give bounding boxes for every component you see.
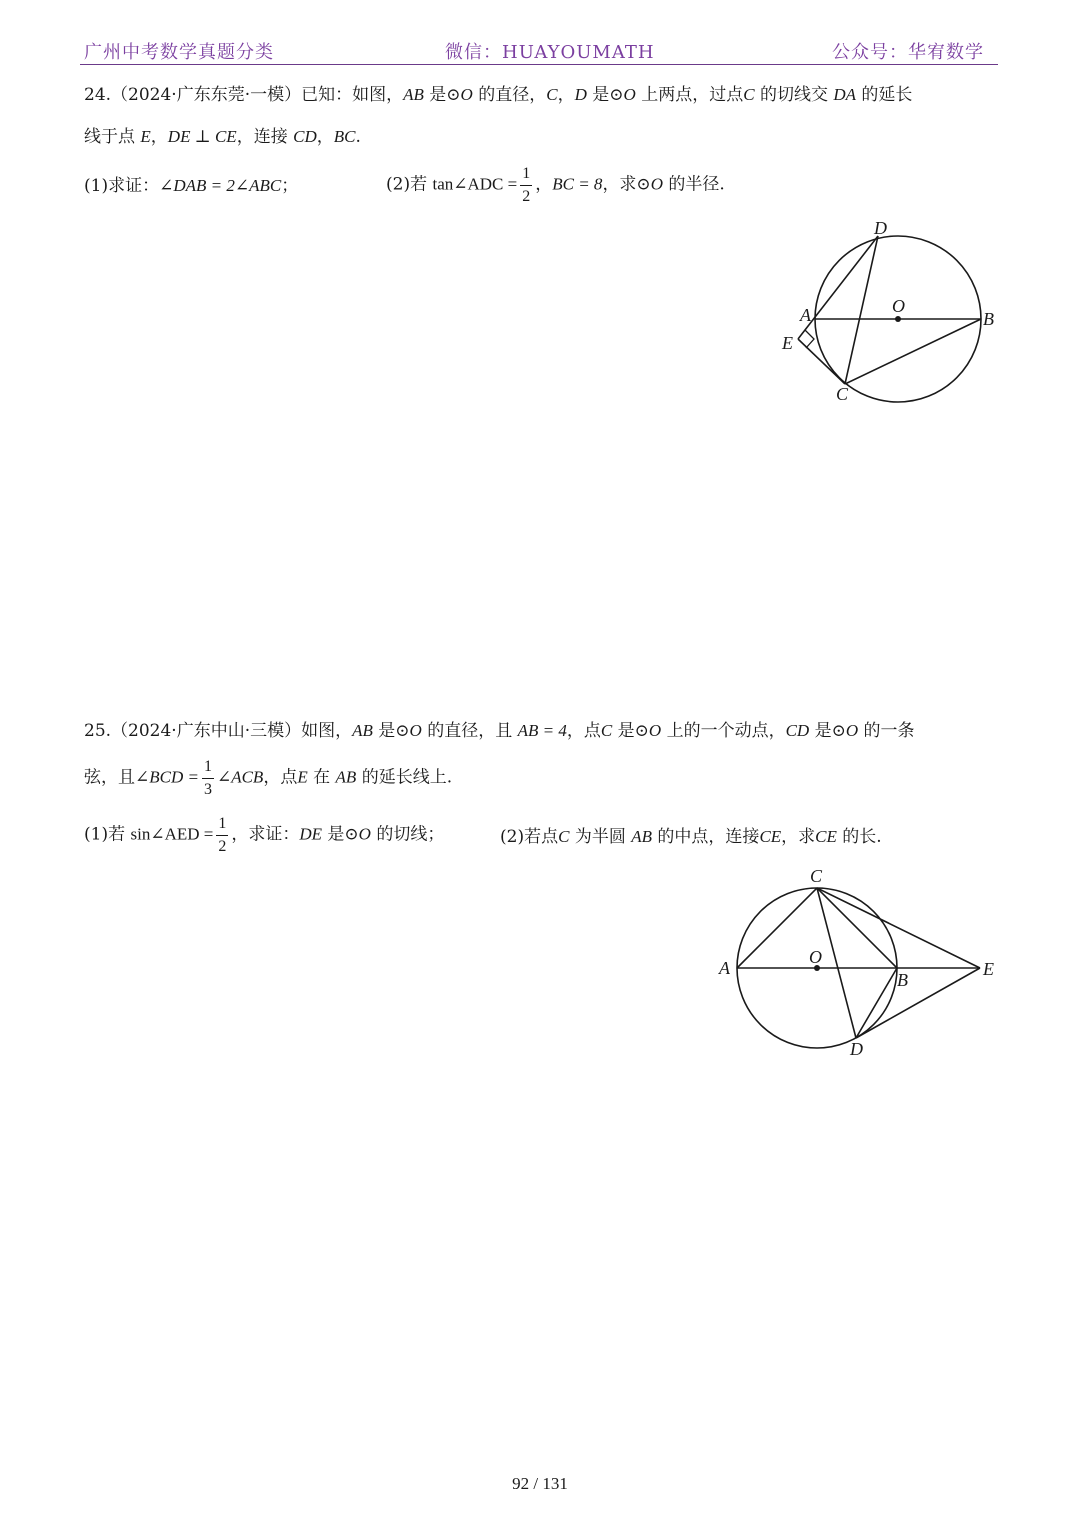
q25-figure: [710, 862, 1010, 1062]
q24-right-angle-mark: [805, 330, 814, 348]
q24-label-o: O: [892, 296, 905, 316]
q25-segment-de: [856, 968, 980, 1038]
header-rule: [80, 64, 998, 65]
fraction-one-third: $\frac{1}{3}$: [203, 758, 212, 798]
q24-label-e: E: [782, 333, 793, 353]
q25-label-a: A: [719, 958, 730, 978]
q25-part1: (1)若 sin∠AED = $\frac{1}{2}$ ，求证：DE 是⊙O 的切线；: [84, 815, 445, 855]
q24-part2: (2)若 tan∠ADC = $\frac{1}{2}$ ，BC = 8，求⊙O 的半径.: [386, 165, 725, 205]
q24-label-a: A: [800, 305, 811, 325]
page-number: 92 / 131: [512, 1474, 568, 1493]
q25-label-d: D: [850, 1039, 863, 1059]
q24-label-d: D: [874, 218, 887, 238]
q24-segment-ec: [798, 339, 845, 384]
q25-label-o: O: [809, 947, 822, 967]
q25-line2: 弦，且∠BCD = $\frac{1}{3}$ ∠ACB，点E 在 AB 的延长线上.: [84, 758, 453, 798]
q24-line2: 线于点 E，DE ⊥ CE，连接 CD，BC.: [84, 127, 361, 147]
q25-segment-ac: [737, 888, 817, 968]
header-right: 公众号：华宥数学: [832, 42, 984, 63]
q24-label-c: C: [836, 384, 849, 404]
q25-line1: 25.（2024·广东中山·三模）如图，AB 是⊙O 的直径，且 AB = 4，点C 是⊙O 上的一个动点，CD 是⊙O 的一条: [84, 721, 915, 741]
q25-label-c: C: [810, 866, 823, 886]
q25-label-e: E: [983, 959, 994, 979]
header-center: 微信：HUAYOUMATH: [445, 42, 655, 63]
q25-segment-bd: [856, 968, 897, 1038]
q24-center-dot: [895, 316, 901, 322]
q25-segment-ce: [817, 888, 980, 968]
q25-segment-cd: [817, 888, 856, 1038]
q25-part2: (2)若点C 为半圆 AB 的中点，连接CE，求CE 的长.: [500, 827, 882, 847]
fraction-one-half: $\frac{1}{2}$: [522, 165, 531, 205]
q25-label-b: B: [897, 970, 908, 990]
q24-figure: [770, 212, 1010, 412]
q24-label-b: B: [983, 309, 994, 329]
fraction-one-half: $\frac{1}{2}$: [218, 815, 227, 855]
q24-part1: (1)求证：∠DAB = 2∠ABC；: [84, 176, 299, 196]
q25-segment-cb: [817, 888, 897, 968]
q24-line1: 24.（2024·广东东莞·一模）已知：如图，AB 是⊙O 的直径，C，D 是⊙O 上两点，过点C 的切线交 DA 的延长: [84, 85, 913, 105]
header-left: 广州中考数学真题分类: [84, 42, 274, 63]
